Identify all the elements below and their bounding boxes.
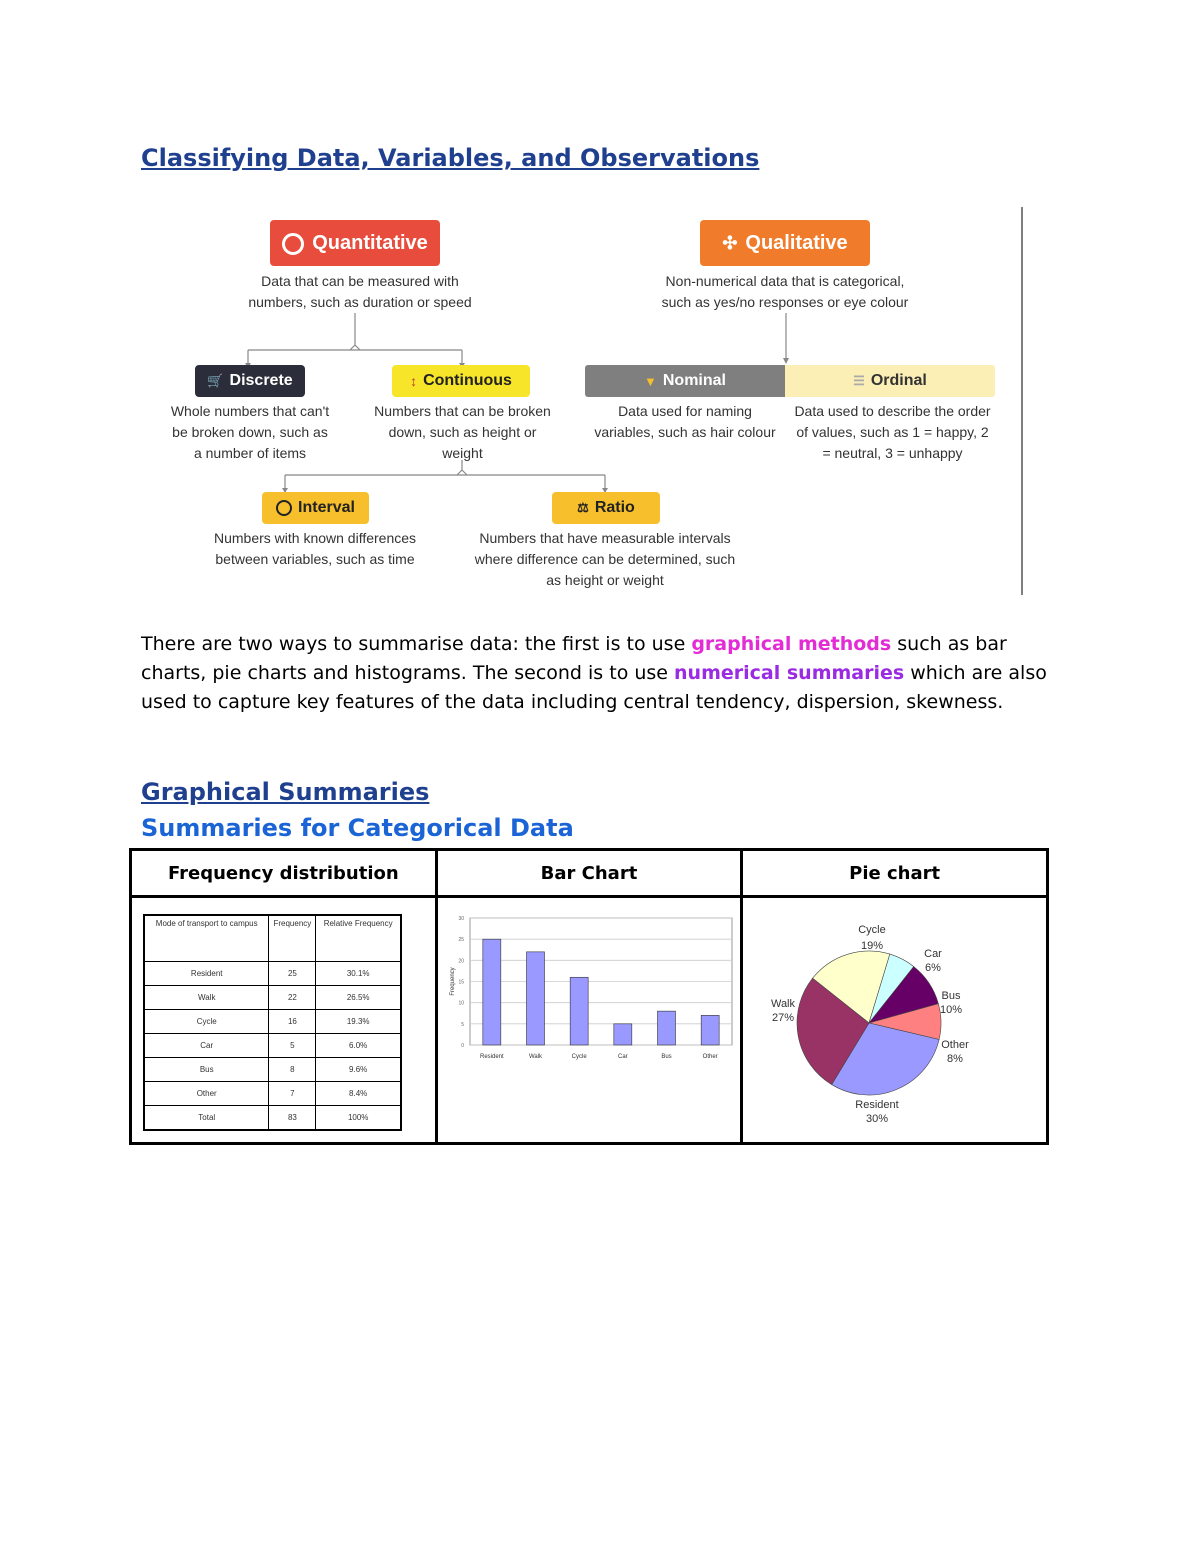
pie-slice-label: Car — [924, 948, 943, 960]
ratio-desc — [450, 528, 760, 591]
signpost-icon: ✣ — [722, 232, 738, 253]
clock-icon — [276, 500, 292, 516]
freq-cell: Other — [144, 1082, 269, 1106]
ordinal-pill — [785, 365, 995, 397]
quantitative-pill — [270, 220, 440, 266]
header-pie-chart: Pie chart — [742, 850, 1048, 897]
bar — [613, 1024, 631, 1045]
qualitative-desc-line: such as yes/no responses or eye colour — [661, 294, 909, 310]
continuous-desc-line: weight — [442, 445, 483, 461]
ratio-pill — [552, 492, 660, 524]
bar — [657, 1011, 675, 1045]
header-frequency-distribution: Frequency distribution — [131, 850, 437, 897]
y-tick-label: 25 — [458, 937, 464, 944]
nominal-label: Nominal — [662, 372, 726, 389]
discrete-desc-line: be broken down, such as — [172, 424, 328, 440]
continuous-label: Continuous — [423, 372, 512, 389]
header-bar-chart: Bar Chart — [436, 850, 742, 897]
nominal-desc-line: Data used for naming — [618, 403, 752, 419]
discrete-desc — [145, 401, 355, 464]
stopwatch-icon — [282, 233, 304, 255]
cart-icon: 🛒 — [207, 373, 224, 388]
table-row — [144, 1010, 401, 1034]
bar — [526, 952, 544, 1045]
x-tick-label: Bus — [660, 1054, 672, 1060]
freq-header-cell: Mode of transport to campus — [144, 915, 269, 962]
freq-cell: 30.1% — [316, 962, 401, 986]
ratio-desc-line: Numbers that have measurable intervals — [479, 530, 731, 546]
discrete-desc-line: a number of items — [193, 445, 307, 461]
freq-cell: Total — [144, 1106, 269, 1131]
nominal-desc — [580, 401, 790, 443]
freq-header-row — [144, 915, 401, 962]
data-types-diagram — [140, 205, 1025, 600]
freq-cell: 5 — [269, 1034, 316, 1058]
freq-cell: 8.4% — [316, 1082, 401, 1106]
pie-slice-pct: 6% — [925, 962, 942, 974]
ratio-desc-line: as height or weight — [546, 572, 664, 588]
x-tick-label: Walk — [528, 1054, 542, 1060]
intro-text: There are two ways to summarise data: the first is to use — [141, 633, 692, 655]
ordinal-desc-line: Data used to describe the order — [794, 403, 991, 419]
freq-cell: 25 — [269, 962, 316, 986]
highlight-graphical-methods: graphical methods — [691, 633, 892, 655]
pie-slice-pct: 8% — [947, 1053, 964, 1065]
bar — [570, 977, 588, 1045]
qualitative-label: Qualitative — [745, 231, 848, 254]
freq-cell: 22 — [269, 986, 316, 1010]
table-row — [144, 1082, 401, 1106]
continuous-pill — [392, 365, 530, 397]
pie-slice-pct: 19% — [861, 940, 884, 952]
table-row — [144, 1034, 401, 1058]
y-tick-label: 30 — [458, 916, 464, 922]
frequency-table — [143, 914, 402, 1131]
section-subheading-categorical: Summaries for Categorical Data — [141, 814, 574, 842]
bar-chart — [440, 900, 740, 1140]
interval-label: Interval — [298, 499, 355, 516]
frequency-cell — [131, 897, 437, 1144]
interval-pill — [262, 492, 369, 524]
summary-table — [129, 848, 1049, 1145]
freq-cell: 26.5% — [316, 986, 401, 1010]
freq-cell: 100% — [316, 1106, 401, 1131]
freq-cell: Walk — [144, 986, 269, 1010]
pie-chart — [745, 900, 1045, 1140]
highlight-numerical-summaries: numerical summaries — [674, 662, 905, 684]
y-tick-label: 0 — [460, 1043, 464, 1049]
pie-slice-label: Other — [941, 1039, 970, 1051]
table-row — [144, 1058, 401, 1082]
continuous-desc-line: down, such as height or — [388, 424, 537, 440]
freq-cell: 9.6% — [316, 1058, 401, 1082]
quantitative-desc-line: numbers, such as duration or speed — [248, 294, 472, 310]
bar — [701, 1015, 719, 1045]
intro-paragraph — [141, 630, 1071, 717]
interval-desc — [190, 528, 440, 570]
y-tick-label: 15 — [458, 979, 464, 986]
nominal-desc-line: variables, such as hair colour — [594, 424, 776, 440]
freq-cell: 83 — [269, 1106, 316, 1131]
discrete-label: Discrete — [229, 372, 293, 389]
scale-icon: ⚖ — [577, 500, 589, 515]
table-row — [144, 1106, 401, 1131]
x-tick-label: Other — [702, 1054, 718, 1060]
y-tick-label: 10 — [458, 1000, 464, 1007]
freq-cell: 19.3% — [316, 1010, 401, 1034]
continuous-desc — [355, 401, 570, 464]
interval-desc-line: Numbers with known differences — [213, 530, 417, 546]
ordinal-label: Ordinal — [870, 372, 927, 389]
y-tick-label: 5 — [460, 1021, 464, 1028]
pie-slice-pct: 27% — [772, 1012, 795, 1024]
freq-cell: Cycle — [144, 1010, 269, 1034]
quantitative-desc — [210, 271, 510, 313]
freq-cell: Resident — [144, 962, 269, 986]
nominal-pill — [585, 365, 785, 397]
table-row — [144, 962, 401, 986]
x-tick-label: Car — [617, 1054, 628, 1060]
intro-text: such as bar charts, pie charts and histograms. The second is to use — [141, 633, 1007, 684]
discrete-desc-line: Whole numbers that can't — [170, 403, 330, 419]
pie-slice-label: Walk — [771, 998, 796, 1010]
freq-cell: 8 — [269, 1058, 316, 1082]
freq-header-cell: Relative Frequency — [316, 915, 401, 962]
table-row — [144, 986, 401, 1010]
quantitative-desc-line: Data that can be measured with — [261, 273, 459, 289]
discrete-pill — [195, 365, 305, 397]
bar — [482, 939, 500, 1045]
ratio-desc-line: where difference can be determined, such — [474, 551, 736, 567]
freq-cell: Bus — [144, 1058, 269, 1082]
pie-slice-pct: 30% — [866, 1113, 889, 1125]
ordinal-desc-line: of values, such as 1 = happy, 2 — [796, 424, 989, 440]
pie-slice-label: Resident — [855, 1099, 900, 1111]
ordinal-desc-line: = neutral, 3 = unhappy — [822, 445, 963, 461]
ordinal-desc — [785, 401, 1000, 464]
qualitative-pill — [700, 220, 870, 266]
list-icon: ☰ — [853, 373, 865, 388]
tag-icon: ▼ — [644, 373, 657, 389]
bar-chart-cell — [436, 897, 742, 1144]
x-tick-label: Resident — [479, 1054, 504, 1060]
y-tick-label: 20 — [458, 958, 464, 965]
y-axis-label: Frequency — [449, 967, 456, 996]
continuous-desc-line: Numbers that can be broken — [374, 403, 551, 419]
x-tick-label: Cycle — [571, 1054, 587, 1060]
ratio-label: Ratio — [594, 499, 635, 516]
interval-desc-line: between variables, such as time — [215, 551, 415, 567]
freq-cell: 6.0% — [316, 1034, 401, 1058]
quantitative-label: Quantitative — [312, 231, 428, 254]
qualitative-desc-line: Non-numerical data that is categorical, — [665, 273, 905, 289]
qualitative-desc — [635, 271, 935, 313]
intro-text: which are also used to capture key features of the data including central tendency, dispersion, skewness. — [141, 662, 1047, 713]
pie-slice-pct: 10% — [940, 1004, 963, 1016]
pie-slice-label: Cycle — [858, 924, 887, 936]
freq-header-cell: Frequency — [269, 915, 316, 962]
height-icon: ↕ — [410, 373, 418, 389]
section-heading-classifying: Classifying Data, Variables, and Observations — [141, 144, 760, 172]
pie-slice-label: Bus — [941, 990, 961, 1002]
summary-table-content-row — [131, 897, 1048, 1144]
section-heading-graphical: Graphical Summaries — [141, 778, 430, 806]
freq-cell: Car — [144, 1034, 269, 1058]
freq-cell: 16 — [269, 1010, 316, 1034]
summary-table-header-row — [131, 850, 1048, 897]
freq-cell: 7 — [269, 1082, 316, 1106]
pie-chart-cell — [742, 897, 1048, 1144]
